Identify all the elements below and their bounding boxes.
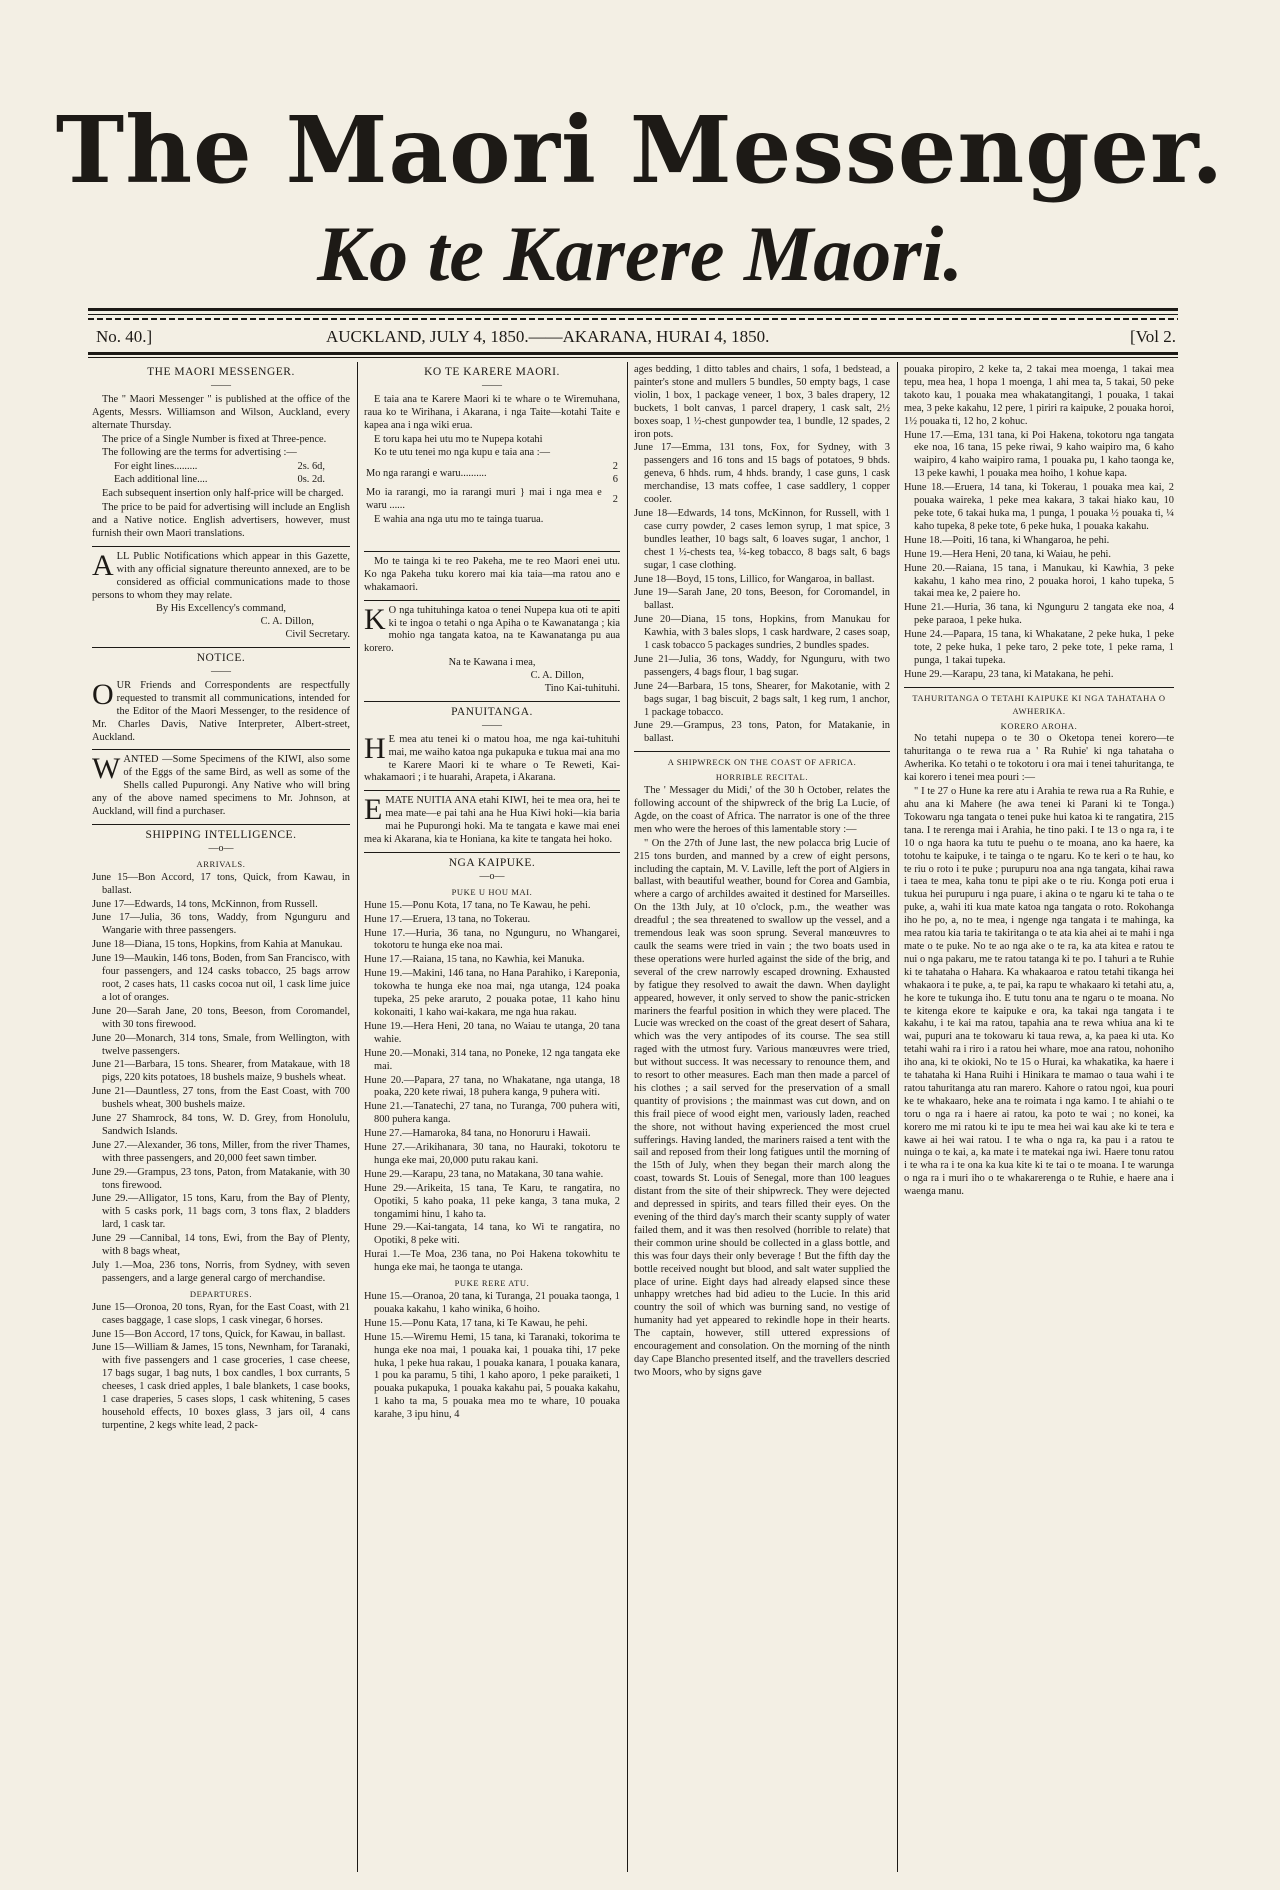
rate-value: 2 6: [612, 461, 618, 486]
departures-list: [904, 430, 1174, 682]
shipping-entry: June 29.—Grampus, 23 tons, Paton, from Matakanie, with 30 tons firewood.: [92, 1166, 350, 1191]
paragraph: Ko te utu tenei mo nga kupu e taia ana :—: [374, 447, 551, 459]
shipping-entry: June 18—Boyd, 15 tons, Lillico, for Wangaroa, in ballast.: [634, 573, 875, 585]
shipping-entry: Hune 18.—Eruera, 14 tana, ki Tokerau, 1 pouaka mea kai, 2 pouaka waireka, 1 peke mea kakara, 3 takai hiako kau, 10 peke tote, 6 takai huka ma, 1 punga, 1 pouaka ½ pouaka ti, ¼ kaho tupeka, 8 peke tote, 6 peke huka, 1 pouaka kakahu.: [904, 482, 1174, 532]
issue-number: No. 40.]: [96, 327, 153, 346]
notification-paragraph: [92, 548, 350, 603]
column-2: [364, 364, 620, 1879]
shipping-entry: June 17—Julia, 36 tons, Waddy, from Ngunguru and Wangarie with three passengers.: [92, 912, 350, 937]
subheading-departures: DEPARTURES.: [189, 1288, 253, 1299]
separator: ——: [482, 379, 502, 391]
signature-role: Tino Kai-tuhituhi.: [544, 683, 620, 695]
section-rule: [364, 790, 620, 791]
signature-name: C. A. Dillon,: [530, 670, 584, 682]
shipping-entry: Hune 21.—Huria, 36 tana, ki Ngunguru 2 tangata eke noa, 4 peke paraoa, 1 peke huka.: [904, 602, 1174, 627]
arrivals-list: [92, 872, 350, 1286]
shipping-entry: Hune 19.—Makini, 146 tana, no Hana Parahiko, i Kareponia, tokowha te hunga eke noa mai, nga utanga, 124 poaka tupeka, 25 peke araruto, 2 pouaka potae, 11 kaho hinu kokonaiti, 1 kaho wai-kakara, me nga hua rakau.: [364, 968, 620, 1018]
column-divider-2: [627, 362, 628, 1872]
shipping-entry: Hune 17.—Raiana, 15 tana, no Kawhia, kei Manuka.: [364, 954, 585, 966]
signature-role: Civil Secretary.: [285, 629, 350, 641]
masthead-rule-thin: [88, 314, 1178, 315]
shipping-entry: Hune 18.—Poiti, 16 tana, ki Whangaroa, he pehi.: [904, 534, 1110, 546]
paragraph: The price to be paid for advertising will include an English and a Native notice. English advertisers, however, must furnish their own Maori translations.: [92, 502, 350, 539]
column-1: [92, 364, 350, 1879]
shipping-entry: June 20—Monarch, 314 tons, Smale, from Wellington, with twelve passengers.: [92, 1032, 350, 1057]
shipping-entry: June 15—Bon Accord, 17 tons, Quick, from Kawau, in ballast.: [92, 871, 350, 896]
continued-paragraph: ages bedding, 1 ditto tables and chairs, 1 sofa, 1 bedstead, a painter's stone and mullers 5 bundles, 50 empty bags, 1 case violin, 1 box, 1 package veneer, 1 box, 3 bales drapery, 12 buckets, 1 bolt canvas, 1 parcel drapery, 1 cask salt, 2½ boxes soap, 1 ½-chest gunpowder tea, 1 bundle, 12 spades, 2 iron pots.: [634, 364, 890, 440]
section-rule: [92, 647, 350, 648]
paragraph: Each subsequent insertion only half-price will be charged.: [102, 488, 344, 500]
shipping-entry: Hune 27.—Arikihanara, 30 tana, no Hauraki, tokotoru te hunga eke mai, 20,000 putu rakau kani.: [364, 1142, 620, 1166]
shipping-entry: Hune 29.—Karapu, 23 tana, ki Matakana, he pehi.: [904, 668, 1114, 680]
masthead-rule-dashed: [88, 318, 1178, 320]
separator: ——: [482, 719, 502, 731]
departures-list: [634, 442, 890, 746]
departures-list: [92, 1302, 350, 1433]
heading-notice: NOTICE.: [196, 652, 246, 665]
shipping-entry: Hune 15.—Wiremu Hemi, 15 tana, ki Taranaki, tokorima te hunga eke noa mai, 1 pouaka kai, 1 pouaka tihi, 17 peke huka, 1 peke hua rakau, 1 pouaka kanara, 1 pouaka kanara, 1 pou ka paramu, 5 tihi, 1 kaho aporo, 1 peke paraiketi, 1 pouaka pukapuka, 1 pouaka kakahu pai, 5 pouaka kakahu, 1 kaho ta ma, 5 pouaka mea mo te whare, 10 pouaka karahe, 3 ipu hinu, 4: [364, 1331, 620, 1421]
shipping-entry: Hune 29.—Karapu, 23 tana, no Matakana, 30 tana wahie.: [364, 1168, 604, 1180]
signature-name: C. A. Dillon,: [260, 616, 314, 628]
shipping-entry: Hune 17.—Ema, 131 tana, ki Poi Hakena, tokotoru nga tangata eke noa, 16 tana, 15 peke riwai, 9 kaho waipiro ma, 6 kaho waipiro, 4 kaho waipiro rama, 1 pouaka pu, 1 kaho taonga ke, 13 peke kawhi, 1 pouaka mea hoiho, 1 kohue kapa.: [904, 429, 1174, 480]
subheading-recital: HORRIBLE RECITAL.: [715, 772, 809, 783]
paragraph: E wahia ana nga utu mo te tainga tuarua.: [374, 513, 544, 525]
drop-cap: W: [92, 752, 121, 786]
paragraph: Mo te tainga ki te reo Pakeha, me te reo Maori enei utu. Ko nga Pakeha tuku korero mai kia taia—ma ratou ano e whakamaori.: [364, 555, 620, 593]
shipping-entry: June 29.—Alligator, 15 tons, Karu, from the Bay of Plenty, with 5 casks pork, 11 bags corn, 3 tons flax, 2 bladders lard, 1 cask tar.: [92, 1193, 350, 1231]
rate-label: Mo nga rarangi e waru..........: [366, 467, 487, 479]
shipping-entry: June 18—Diana, 15 tons, Hopkins, from Kahia at Manukau.: [92, 939, 343, 951]
shipping-entry: June 21—Julia, 36 tons, Waddy, for Ngunguru, with two passengers, 4 bags flour, 1 bag sugar.: [634, 653, 890, 678]
panui-text: E mea atu tenei ki o matou hoa, me nga kai-tuhituhi mai, me waiho katoa nga pukapuka e tukua mai ana mo te Karere Maori ki te whare o Te Reweti, Kai-whakamaori ; i te huarahi, Arapeta, i Akarana.: [364, 733, 620, 784]
continued-paragraph: pouaka piropiro, 2 keke ta, 2 takai mea moenga, 1 takai mea tepu, mea hea, 1 hopa 1 moenga, 1 ahi mea ta, 5 takai, 50 peke takoto kau, 1 pouaka mea whakatangitangi, 1 pouaka, 1 takai mea, 3 peke kakahu, 12 pere, 1 piriri ra kaipuke, 2 pouaka horoi, 1½ pouaka ti, 12 ho, 2 kohuc.: [904, 364, 1174, 427]
rate-label: Each additional line....: [114, 474, 208, 486]
masthead-title: The Maori Messenger.: [55, 96, 1225, 204]
kiwi-text: MATE NUITIA ANA etahi KIWI, hei te mea ora, hei te mea mate—e pai tahi ana he Hua Kiwi hoki—kia baria mai he Pupurongi hoki. Ma te tangata e kawe mai enei mea ki Akarana, kia te Honiana, ka kite te tangata hei hoko.: [364, 795, 620, 846]
dateline: [96, 327, 1176, 349]
heading-shipping: SHIPPING INTELLIGENCE.: [145, 829, 297, 841]
heading-shipwreck: A SHIPWRECK ON THE COAST OF AFRICA.: [667, 757, 857, 768]
heading-nga-kaipuke: NGA KAIPUKE.: [448, 857, 536, 869]
notice-text: O nga tuhituhinga katoa o tenei Nupepa kua oti te apiti ki te ingoa o tetahi o nga Apiha o te Kawanatanga ; kia mohio nga tangata katoa, na te Kawanatanga pu aua korero.: [364, 604, 620, 655]
dateline-rule-thin: [88, 357, 1178, 358]
column-divider-1: [357, 362, 358, 1872]
subheading-arrivals: PUKE U HOU MAI.: [451, 886, 533, 897]
panui-paragraph: [364, 731, 620, 786]
shipping-entry: June 21—Barbara, 15 tons. Shearer, from Matakaue, with 18 pigs, 220 kits potatoes, 18 bushels maize, 9 bushels wheat.: [92, 1059, 350, 1084]
shipping-entry: Hune 20.—Monaki, 314 tana, no Poneke, 12 nga tangata eke mai.: [364, 1047, 620, 1072]
section-rule: [364, 701, 620, 702]
heading-tahuritanga: TAHURITANGA O TETAHI KAIPUKE KI NGA TAHATAHA O AWHERIKA.: [912, 692, 1166, 716]
notice-text: UR Friends and Correspondents are respectfully requested to transmit all communications, intended for the Editor of the Maori Messenger, to the residence of Mr. Charles Davis, Native Interpreter, Albert-street, Auckland.: [92, 679, 350, 743]
subheading-departures: PUKE RERE ATU.: [454, 1278, 530, 1289]
section-rule: [364, 551, 620, 552]
section-rule: [634, 751, 890, 752]
kiwi-paragraph: [364, 795, 620, 847]
story-paragraph: No tetahi nupepa o te 30 o Oketopa tenei korero—te tahuritanga o te rewa rua a ' Ra Ruhie' ki nga tahataha o Awherika. Ko tetahi o te tokotoru i ora mai i tenei tahuritanga, te kai korero i tenei mea pouri :—: [904, 733, 1174, 784]
shipping-entry: Hune 21.—Tanatechi, 27 tana, no Turanga, 700 puhera witi, 800 puhera kanga.: [364, 1101, 620, 1126]
rates-table: [364, 461, 620, 513]
shipping-entry: June 20—Sarah Jane, 20 tons, Beeson, from Coromandel, with 30 tons firewood.: [92, 1005, 350, 1030]
drop-cap: O: [92, 677, 114, 711]
story-paragraph: " On the 27th of June last, the new polacca brig Lucie of 215 tons burden, and manned by a crew of eight persons, including the captain, M. V. Laville, left the port of Algiers in ballast, with beautiful weather, bound for Corea and Gambia, where a cargo of archildes awaited it destined for Marseilles. On the 13th July, at 10 o'clock, p.m., the weather was dreadful ; the sea threatened to swallow up the vessel, and a tremendous leak was soon sprung. Several manœuvres to caulk the seams were tried in vain ; the two boats used in these operations were hurled against the side of the brig, and several of the crew narrowly escaped drowning. Exhausted by fatigue they resolved to await the dawn. When daylight appeared, however, it only served to show the panic-stricken mariners the fearful position in which they were placed. The Lucie was wrecked on the coast of the great desert of Sahara, which was the very antipodes of its course. The sea still raged with the utmost fury. Various manœuvres were tried, but without success. It was necessary to renounce them, and to resort to other measures. Each man then made a parcel of his clothes ; a sail served for the preservation of a small quantity of provisions ; the mainmast was cut down, and on this frail piece of wood eight men, variously laden, reached the shore, not without having experienced the most cruel sufferings. Having landed, the mariners raised a tent with the sail and reposed from their long fatigues until the morning of the 15th of July, when they began their march along the coast, towards St. Louis of Senegal, more than 100 leagues distant from the site of their shipwreck. They were dejected and depressed in spirits, and tears filled their eyes. On the evening of the third day's march their scanty supply of water failed them, and it was then resolved (horrible to relate) that their common urine should be collected in a glass bottle, and this was four days their only beverage ! But the fifth day the bottle received nought but blood, and salt water supplied the place of urine. Eight days had already elapsed since these unhappy wretches had bid adieu to the Lucie. In this arid country the soil of which was burning sand, no vestige of humanity had yet appeared to rekindle hope in their hearts. The captain, however, still uttered expressions of encouragement and consolation. On the morning of the ninth day Cape Blancho presented itself, and the travellers descried two Moors, who by signs gave: [634, 837, 890, 1378]
paragraph: The price of a Single Number is fixed at Three-pence.: [102, 433, 327, 445]
shipping-entry: Hune 15.—Ponu Kota, 17 tana, no Te Kawau, he pehi.: [364, 899, 591, 911]
shipping-entry: Hune 20.—Papara, 27 tana, no Whakatane, nga utanga, 18 poaka, 220 kete riwai, 18 puhera kanga, 9 puhera witi.: [364, 1074, 620, 1099]
shipping-entry: Hune 24.—Papara, 15 tana, ki Whakatane, 2 peke huka, 1 peke tote, 2 peke huka, 1 peke taro, 2 peke tote, 1 peke rama, 1 punga, 1 takai tupeka.: [904, 629, 1174, 666]
section-rule: [904, 687, 1174, 688]
heading-panuitanga: PANUITANGA.: [451, 705, 533, 718]
wanted-text: ANTED —Some Specimens of the KIWI, also some of the Eggs of the same Bird, as well as some of the Shells called Pupurongi. Any Native who will bring any of the above named specimens to Mr. Johnson, at Auckland, will find a purchaser.: [92, 754, 350, 818]
shipping-entry: June 24—Barbara, 15 tons, Shearer, for Makotanie, with 2 bags sugar, 1 bag biscuit, 2 bags salt, 1 keg rum, 1 anchor, 1 package tobacco.: [634, 680, 890, 718]
rate-label: For eight lines.........: [114, 461, 198, 473]
story-paragraph: The ' Messager du Midi,' of the 30 h October, relates the following account of the shipwreck of the brig La Lucie, of Agde, on the coast of Africa. The narrator is one of the three men who were the heroes of this lamentable story :—: [634, 785, 890, 835]
shipping-entry: Hune 17.—Huria, 36 tana, no Ngunguru, no Whangarei, tokotoru te hunga eke noa mai.: [364, 927, 620, 952]
rate-value: 2: [612, 493, 618, 505]
shipping-entry: Hune 19.—Hera Heni, 20 tana, no Waiau te utanga, 20 tana wahie.: [364, 1020, 620, 1045]
shipping-entry: June 20—Diana, 15 tons, Hopkins, from Manukau for Kawhia, with 3 bales slops, 1 cask hardware, 2 cases soap, 1 cask tobacco 5 packages sundries, 2 bundles spades.: [634, 614, 890, 652]
separator: —o—: [208, 842, 234, 854]
drop-cap: E: [364, 793, 383, 827]
separator: ——: [211, 666, 231, 678]
shipping-entry: June 17—Edwards, 14 tons, McKinnon, from Russell.: [92, 898, 318, 910]
section-rule: [92, 749, 350, 750]
column-3: [634, 364, 890, 1879]
shipping-entry: Hune 17.—Eruera, 13 tana, no Tokerau.: [364, 913, 531, 925]
shipping-entry: Hune 29.—Arikeita, 15 tana, Te Karu, te rangatira, no Opotiki, 5 kaho poaka, 11 peke kanga, 3 tana muka, 2 tongamimi hinu, 1 kaho ta.: [364, 1182, 620, 1220]
drop-cap: K: [364, 602, 386, 636]
shipping-entry: Hune 15.—Ponu Kata, 17 tana, ki Te Kawau, he pehi.: [364, 1317, 588, 1329]
shipping-entry: Hune 27.—Hamaroka, 84 tana, no Honoruru i Hawaii.: [364, 1128, 591, 1140]
masthead-subtitle: Ko te Karere Maori.: [317, 210, 963, 297]
notice-paragraph: [364, 602, 620, 657]
dateline-rule: [88, 352, 1178, 355]
separator: —o—: [479, 870, 505, 882]
arrivals-list: [364, 900, 620, 1275]
shipping-entry: June 21—Dauntless, 27 tons, from the East Coast, with 700 bushels wheat, 300 bushels maize.: [92, 1086, 350, 1111]
issue-volume: [Vol 2.: [1130, 327, 1176, 346]
shipping-entry: June 19—Maukin, 146 tons, Boden, from San Francisco, with four passengers, and 124 casks tobacco, 25 bags arrow root, 2 cases hats, 11 casks cocoa nut oil, 1 cask lime juice a lot of oranges.: [92, 953, 350, 1003]
section-rule: [92, 546, 350, 547]
shipping-entry: Hune 19.—Hera Heni, 20 tana, ki Waiau, he pehi.: [904, 548, 1112, 560]
heading-karere-maori: KO TE KARERE MAORI.: [424, 366, 560, 378]
shipping-entry: June 29 —Cannibal, 14 tons, Ewi, from the Bay of Plenty, with 8 bags wheat,: [92, 1233, 350, 1258]
shipping-entry: July 1.—Moa, 236 tons, Norris, from Sydney, with seven passengers, and a large general cargo of merchandise.: [92, 1260, 350, 1284]
shipping-entry: Hune 15.—Oranoa, 20 tana, ki Turanga, 21 pouaka taonga, 1 pouaka kakahu, 1 kaho winika, 6 hoiho.: [364, 1291, 620, 1315]
shipping-entry: June 27 Shamrock, 84 tons, W. D. Grey, from Honolulu, Sandwich Islands.: [92, 1113, 350, 1137]
issue-date: AUCKLAND, JULY 4, 1850.——AKARANA, HURAI 4, 1850.: [326, 327, 770, 346]
subheading-korero-aroha: KORERO AROHA.: [1000, 720, 1078, 731]
section-rule: [364, 600, 620, 601]
signature-line: By His Excellency's command,: [156, 603, 286, 615]
shipping-entry: June 19—Sarah Jane, 20 tons, Beeson, for Coromandel, in ballast.: [634, 587, 890, 612]
rates-table: [92, 461, 350, 487]
section-rule: [92, 824, 350, 825]
column-4: [904, 364, 1174, 1879]
shipping-entry: June 15—Bon Accord, 17 tons, Quick, for Kawau, in ballast.: [92, 1328, 346, 1340]
shipping-entry: June 15—William & James, 15 tons, Newnham, for Taranaki, with five passengers and 1 case groceries, 1 case cheese, 17 bags sugar, 1 bag nuts, 1 box candles, 1 box currants, 5 cheeses, 1 cask dried apples, 1 bale blankets, 1 case books, 1 case draperies, 5 cases slops, 1 cask whitening, 5 cases household effects, 10 boxes glass, 3 jars oil, 4 cans turpentine, 2 kegs white lead, 2 pack-: [92, 1342, 350, 1431]
subheading-arrivals: ARRIVALS.: [196, 858, 246, 869]
shipping-entry: Hune 29.—Kai-tangata, 14 tana, ko Wi te rangatira, no Opotiki, 8 peke witi.: [364, 1222, 620, 1247]
separator: ——: [211, 379, 231, 391]
heading-maori-messenger: THE MAORI MESSENGER.: [147, 366, 295, 378]
shipping-entry: June 15—Oronoa, 20 tons, Ryan, for the East Coast, with 21 cases baggage, 1 case slops, 1 cask vinegar, 6 horses.: [92, 1301, 350, 1326]
signature-line: Na te Kawana i mea,: [448, 657, 536, 669]
column-divider-3: [897, 362, 898, 1872]
shipping-entry: June 18—Edwards, 14 tons, McKinnon, for Russell, with 1 case curry powder, 2 cases lemon syrup, 1 mat spice, 3 bundles leather, 10 bags salt, 6 loaves sugar, 1 anchor, 1 chest 1 ½-chests tea, ¼-keg tobacco, 8 bags salt, 6 bags sugar, 1 case clothing.: [634, 507, 890, 571]
drop-cap: H: [364, 731, 386, 765]
paragraph: E taia ana te Karere Maori ki te whare o te Wiremuhana, raua ko te Wirihana, i Akarana, i nga Taite—kotahi Taite e kapea ana i nga wiki erua.: [364, 393, 620, 431]
shipping-entry: June 27.—Alexander, 36 tons, Miller, from the river Thames, with three passengers, and 20,000 feet sawn timber.: [92, 1139, 350, 1164]
drop-cap: A: [92, 548, 114, 582]
rate-value: 0s. 2d.: [297, 474, 325, 486]
notice-paragraph: [92, 677, 350, 745]
rate-value: 2s. 6d,: [297, 461, 325, 473]
masthead-rule-top: [88, 308, 1178, 311]
paragraph: The " Maori Messenger " is published at the office of the Agents, Messrs. Williamson and Wilson, Auckland, every alternate Thursday.: [92, 393, 350, 431]
section-rule: [364, 852, 620, 853]
shipping-entry: Hune 20.—Raiana, 15 tana, i Manukau, ki Kawhia, 3 peke kakahu, 1 kaho mea rino, 2 pouaka horoi, 1 kaho tupeka, 5 takai mea ke, 2 paiere ho.: [904, 562, 1174, 600]
departures-list: [364, 1291, 620, 1422]
notification-text: LL Public Notifications which appear in this Gazette, with any official signature thereunto annexed, are to be considered as official communications made to those persons to whom they may relate.: [92, 550, 350, 601]
shipping-entry: Hurai 1.—Te Moa, 236 tana, no Poi Hakena tokowhitu te hunga eke mai, he taonga te utanga.: [364, 1249, 620, 1274]
shipping-entry: June 17—Emma, 131 tons, Fox, for Sydney, with 3 passengers and 16 tons and 15 bags of potatoes, 9 bhds. geneva, 6 hhds. rum, 4 hhds. brandy, 1 case guns, 1 cask merchandise, 13 mats coffee, 1 case saddlery, 1 copper cooler.: [634, 442, 890, 506]
story-paragraph: " I te 27 o Hune ka rere atu i Arahia te rewa rua a Ra Ruhie, e ahu ana ki Mahere (he awa tenei ki Parani ki te Tonga.) Tokowaru nga tangata o tenei puke hui katoa ki te rangatira, 215 tana. I te rerenga mai i Arahia, he tino paki. I te 13 o nga ra, i te 10 o nga haora ka tutu te puehu o te moana, ano ka haere, ka totohu te kaipuke, i te tainga o te ngaru. Ko te keri o te hau, ko te riu o roto i te puke ; purupuru noa ana nga tangata, kihai rawa i taea te mea, kaha tonu te pipi ake o te riu. Konga poti erua i tukua hei purupuru i nga puare, i akina o te ngaru ki te taha o te puke, a, wahi iti kua mate katoa nga tangata o roto. Rokohanga iho he po, a, no te mea, i ngenge nga tangata i te mahinga, ka mea ratou kia taria te takiritanga o te ata kia ahei ai te mahi i nga mate o te puke. No te ao nga ake o te ra, ka ata kitea e ratou te nui o nga pakaru, me te ratou tatanga ki te po. I tahuri a te Ruhie ki te tahataha o Hahara. Ka whakaaroa e ratou tetahi tikanga hei whakaora i te puke, a, te pai, ka rapu te whakaaro ki tetahi atu, a, he kore te tukunga iho. E tutu tonu ana te ngaru o te moana. No te kitenga ekore te kaipuke e ora, ka takai nga tangata i te kakahu, i te kai ma ratou, tapahia ana te rewa whiua ana ki te wai, pupuri ana te tokowaru ki taua rewa, a, ka paea ki uta. Ko tetahi wahi ra i riro i a ratou hei whare, moe ana ratou, nohoniho iho ana, ki te okioki, No te 15 o Hurai, ka whakatika, ka haere i te tahataha ki Hana Ruihi i Hinikara te mamao o taua wahi i te ratou tahuritanga atu ran marero. Kahore o ratou ngoi, kua pouri ke te whakaaro, heke ana te roimata i nga kamo. I te ahiahi o te toru o nga ra i haere ai ratou, ka poto te wai ; no konei, ka korero me mi ratou ki te ipu te mea hei wai kau ake ki te tera e kawe ai hei wai ratou. I te wha o nga ra, ka pau i a ratou te nuinga o te kai, a, ka mate i te matekai nga iwi. Haere tonu ratou i te wha ra i te ona ka kua kite ki te tai o te moana. I te warunga o nga ra i muri iho o te whakarerenga o te Ruhie, e haere ana i waenga manu.: [904, 786, 1174, 1198]
wanted-paragraph: [92, 754, 350, 819]
rate-label: Mo ia rarangi, mo ia rarangi muri } mai i nga mea e waru ......: [366, 487, 602, 512]
paragraph: E toru kapa hei utu mo te Nupepa kotahi: [374, 433, 543, 445]
paragraph: The following are the terms for advertising :—: [102, 447, 297, 459]
shipping-entry: June 29.—Grampus, 23 tons, Paton, for Matakanie, in ballast.: [634, 720, 890, 745]
